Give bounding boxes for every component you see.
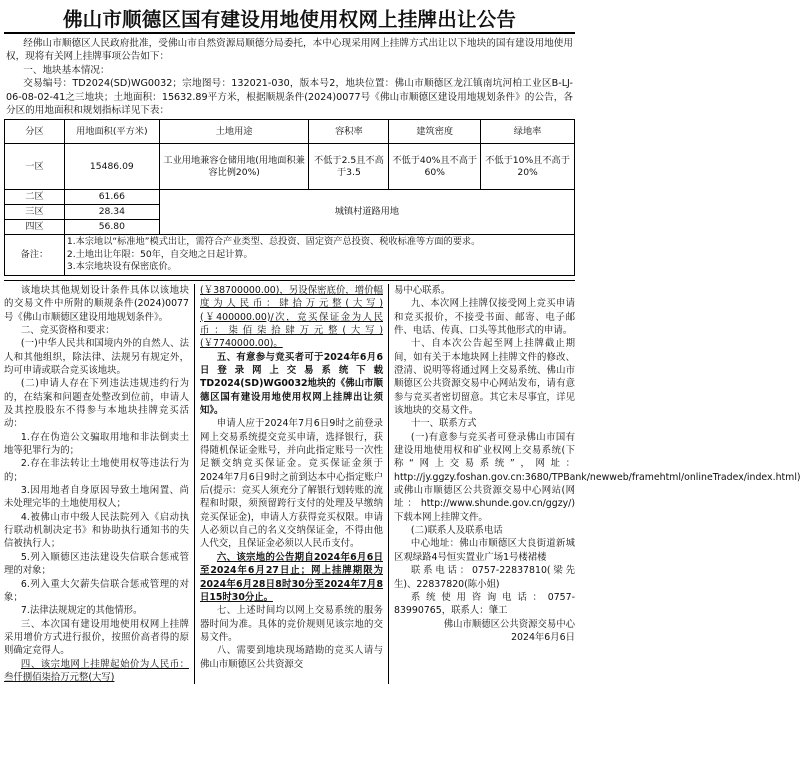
address-paragraph: 中心地址：佛山市顺德区大良街道新城区观绿路4号恒实置业广场1号楼裙楼 [394, 538, 575, 563]
notes-cell [64, 235, 574, 276]
section-8-paragraph: 八、需要到地块现场踏勘的竞买人请与佛山市顺德区公共资源交 [200, 645, 383, 670]
section-heading-1: 一、地块基本情况： [23, 64, 110, 76]
table-row [5, 144, 575, 190]
intro-paragraph: 经佛山市顺德区人民政府批准，受佛山市自然资源局顺德分局委托，本中心现采用网上挂牌方式出让以下地块的国有建设用地使用权，现将有关网上挂牌事项公告如下： [6, 38, 573, 63]
list-item: 6.列入重大欠薪失信联合惩戒管理的对象； [4, 578, 189, 603]
announcement-title: 佛山市顺德区国有建设用地使用权网上挂牌出让公告 [4, 4, 575, 34]
zoning-table [4, 119, 575, 276]
price-paragraph: (￥38700000.00)，另设保密底价，增价幅度为人民币：肆拾万元整(大写)(￥400000.00)/次，竞买保证金为人民币：柒佰柒拾肆万元整(大写)(￥7740000.00)。 [200, 284, 383, 350]
support-phone-paragraph: 系统使用咨询电话：0757-83990765，联系人：肇工 [394, 591, 575, 617]
list-item: 3.因用地者自身原因导致土地闲置、尚未处理完毕的土地使用权人； [4, 485, 189, 510]
area-cell: 61.66 [64, 190, 159, 205]
section-3-paragraph: 三、本次国有建设用地使用权网上挂牌采用增价方式进行报价，按照价高者得的原则确定竞得人。 [4, 618, 189, 657]
divider [4, 280, 575, 281]
list-item: 4.被佛山市中级人民法院列入《启动执行联动机制决定书》和协助执行通知书的失信被执行人； [4, 511, 189, 550]
note-item: 3.本宗地块设有保密底价。 [66, 261, 177, 273]
paragraph: (二)申请人存在下列违法违规违约行为的，在结案和问题查处整改到位前，申请人及其控股股东不得参与本地块挂牌竞买活动： [4, 378, 189, 430]
section-6-paragraph: 六、该宗地的公告期自2024年6月6日至2024年6月27日止；网上挂牌期限为2024年6月28日8时30分至2024年7月8日15时30分止。 [200, 551, 383, 603]
column-left [4, 284, 195, 684]
paragraph: 易中心联系。 [394, 284, 451, 296]
table-header: 绿地率 [481, 120, 575, 144]
far-cell: 不低于2.5且不高于3.5 [309, 144, 389, 190]
intro-section [6, 37, 573, 117]
area-cell: 28.34 [64, 205, 159, 220]
table-header: 用地面积(平方米) [64, 120, 159, 144]
body-columns [4, 284, 801, 684]
zone-cell: 四区 [5, 220, 65, 235]
section-7-paragraph: 七、上述时间均以网上交易系统的服务器时间为准。具体的竞价规则见该宗地的交易文件。 [200, 605, 383, 643]
list-item: 5.列入顺德区违法建设失信联合惩戒管理的对象； [4, 551, 189, 577]
list-item: 1.存在伪造公文骗取用地和非法倒卖土地等犯罪行为的； [4, 431, 189, 457]
download-paragraph: (一)有意参与竞买者可登录佛山市国有建设用地使用权和矿业权网上交易系统(下称“网上交易系统”，网址：http://jy.ggzy.foshan.gov.cn:3680/TPBank/newweb/framehtml/onlineTradex/index.html)或佛山市顺德区公共资源交易中心网站(网址：http://www.shunde.gov.cn/ggzy/)下载本网上挂牌文件。 [394, 431, 801, 523]
section-11-heading: 十一、联系方式 [410, 418, 477, 430]
contact-heading: (二)联系人及联系电话 [410, 525, 503, 537]
paragraph: (一)中华人民共和国境内外的自然人、法人和其他组织，除法律、法规另有规定外，均可申请或联合竞买该地块。 [4, 338, 189, 376]
density-cell: 不低于40%且不高于60% [389, 144, 481, 190]
list-item: 2.存在非法转让土地使用权等违法行为的； [4, 458, 189, 483]
note-item: 1.本宗地以“标准地”模式出让，需符合产业类型、总投资、固定资产总投资、税收标准等方面的要求。 [66, 236, 481, 248]
zone-cell: 二区 [5, 190, 65, 205]
list-item: 7.法律法规规定的其他情形。 [20, 605, 143, 617]
footer-date: 2024年6月6日 [511, 631, 575, 643]
zone-cell: 一区 [5, 144, 65, 190]
merged-use-cell: 城镇村道路用地 [159, 190, 574, 235]
zone-cell: 三区 [5, 205, 65, 220]
column-middle [195, 284, 389, 684]
use-cell: 工业用地兼容仓储用地(用地面积兼容比例20%) [159, 144, 309, 190]
paragraph: 该地块其他规划设计条件具体以该地块的交易文件中所附的顺规条件(2024)0077号《佛山市顺德区建设用地规划条件》。 [4, 284, 189, 323]
table-header: 容积率 [309, 120, 389, 144]
section-heading-2: 二、竞买资格和要求： [20, 324, 115, 336]
footer-org: 佛山市顺德区公共资源交易中心 [443, 618, 575, 630]
green-cell: 不低于10%且不高于20% [481, 144, 575, 190]
section-10-paragraph: 十、自本次公告起至网上挂牌截止期间，如有关于本地块网上挂牌文件的修改、澄清、说明等将通过网上交易系统、佛山市顺德区公共资源交易中心网站发布，请有意参与竞买者密切留意。其它未尽事宜，详见该地块的交易文件。 [394, 338, 575, 417]
table-header: 建筑密度 [389, 120, 481, 144]
table-header: 分区 [5, 120, 65, 144]
area-cell: 56.80 [64, 220, 159, 235]
phone-paragraph: 联系电话：0757-22837810(梁先生)、22837820(陈小姐) [394, 565, 575, 590]
land-info-paragraph: 交易编号：TD2024(SD)WG0032；宗地图号：132021-030，版本号2，地块位置：佛山市顺德区龙江镇南坑河柏工业区B-LJ-06-08-02-41之三地块；土地面积：15632.89平方米，根据顺规条件(2024)0077号《佛山市顺德区建设用地规划条件》的公告，各分区的用地面积和规划指标详见下表： [6, 78, 573, 117]
note-item: 2.土地出让年限：50年，自交地之日起计算。 [66, 248, 253, 260]
section-9-paragraph: 九、本次网上挂牌仅接受网上竞买申请和竞买报价，不接受书面、邮寄、电子邮件、电话、传真、口头等其他形式的申请。 [394, 298, 575, 336]
notes-label: 备注： [5, 235, 65, 276]
section-4-paragraph: 四、该宗地网上挂牌起始价为人民币：叁仟捌佰柒拾万元整(大写) [4, 658, 189, 683]
deposit-paragraph: 申请人应于2024年7月6日9时之前登录网上交易系统提交竞买申请，选择银行，获得随机保证金账号，并向此指定账号一次性足额交纳竞买保证金。竞买保证金须于2024年7月6日9时之前到达本中心指定账户后(提示：竞买人须充分了解银行划转账的流程和时限，须预留跨行支付的处理及早缴纳竞买保证金)，申请人方获得竞买权限。申请人必须以自己的名义交纳保证金，不得由他人代交，且保证金必须以人民币支付。 [200, 418, 383, 550]
area-cell: 15486.09 [64, 144, 159, 190]
notes-row [5, 235, 575, 276]
table-header-row [5, 120, 575, 144]
table-row [5, 190, 575, 205]
section-5-paragraph: 五、有意参与竞买者可于2024年6月6日登录网上交易系统下载TD2024(SD)WG0032地块的《佛山市顺德区国有建设用地使用权网上挂牌出让须知》。 [200, 351, 383, 417]
table-header: 土地用途 [159, 120, 309, 144]
column-right [389, 284, 801, 684]
